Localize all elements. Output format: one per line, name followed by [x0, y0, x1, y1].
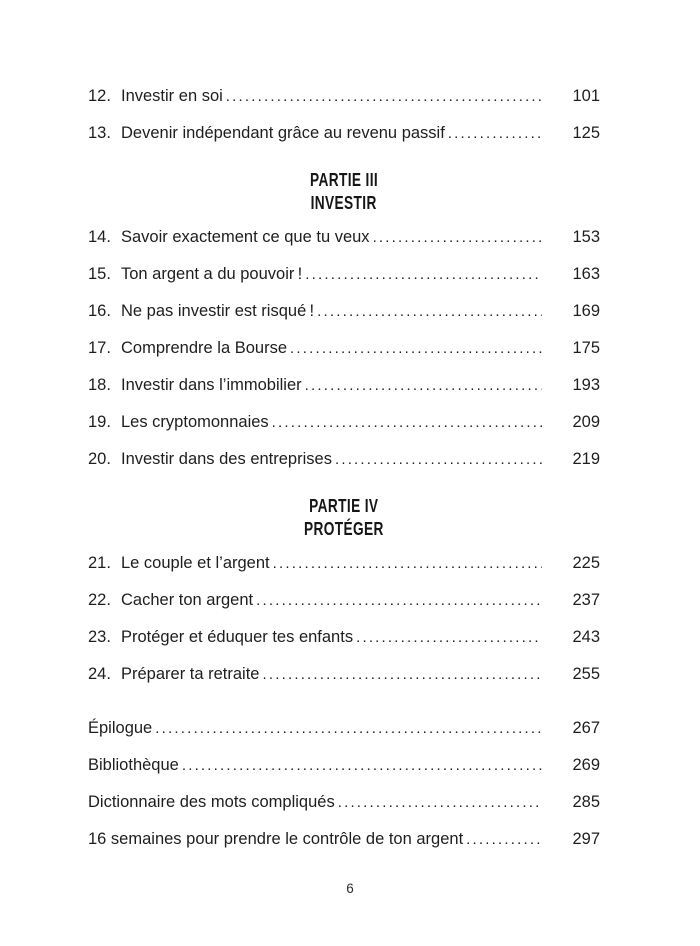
toc-entry-page: 237: [572, 591, 600, 609]
toc-entry-page: 297: [572, 830, 600, 848]
toc-entry-page: 269: [572, 756, 600, 774]
toc-entry: [88, 219, 600, 256]
toc-entry-number: 15.: [88, 265, 111, 283]
dot-leader: [335, 441, 542, 478]
toc-entry-title: Ne pas investir est risqué !: [121, 302, 315, 320]
dot-leader: [373, 219, 542, 256]
part-heading-4: [88, 494, 600, 540]
page-number: 6: [346, 881, 354, 896]
toc-entry-title: Comprendre la Bourse: [121, 339, 287, 357]
dot-leader: [272, 404, 542, 441]
toc-entry-title: Épilogue: [88, 719, 153, 737]
toc-entry-page: 153: [572, 228, 600, 246]
toc-entry: [88, 293, 600, 330]
toc-entry: [88, 582, 600, 619]
toc-entry-page: 169: [572, 302, 600, 320]
toc-entry-title: Bibliothèque: [88, 756, 179, 774]
part-title: INVESTIR: [310, 192, 378, 213]
section-gap: [88, 693, 600, 710]
toc-entry: [88, 78, 600, 115]
toc-entry-page: 175: [572, 339, 600, 357]
toc-entry-title: Devenir indépendant grâce au revenu passif: [121, 124, 445, 142]
dot-leader: [226, 78, 542, 115]
toc-entry-number: 18.: [88, 376, 111, 394]
dot-leader: [155, 710, 542, 747]
dot-leader: [262, 656, 542, 693]
toc-entry-page: 285: [572, 793, 600, 811]
toc-entry-number: 22.: [88, 591, 111, 609]
toc-entry-title: Investir en soi: [121, 87, 223, 105]
toc-entry-title: Cacher ton argent: [121, 591, 254, 609]
toc-entry: [88, 115, 600, 152]
toc-entry-number: 14.: [88, 228, 111, 246]
toc-entry: [88, 784, 600, 821]
toc-entry-page: 225: [572, 554, 600, 572]
dot-leader: [448, 115, 542, 152]
dot-leader: [317, 293, 542, 330]
toc-entry-number: 16.: [88, 302, 111, 320]
dot-leader: [305, 367, 542, 404]
table-of-contents: [88, 78, 600, 858]
toc-entry: [88, 441, 600, 478]
dot-leader: [182, 747, 542, 784]
toc-entry-page: 219: [572, 450, 600, 468]
toc-entry: [88, 367, 600, 404]
toc-entry-title: Investir dans l’immobilier: [121, 376, 302, 394]
toc-entry-page: 163: [572, 265, 600, 283]
toc-entry-page: 101: [572, 87, 600, 105]
dot-leader: [305, 256, 542, 293]
dot-leader: [256, 582, 542, 619]
toc-entry: [88, 545, 600, 582]
toc-entry: [88, 747, 600, 784]
toc-entry-page: 255: [572, 665, 600, 683]
toc-entry-page: 193: [572, 376, 600, 394]
dot-leader: [356, 619, 542, 656]
dot-leader: [290, 330, 542, 367]
toc-entry-number: 20.: [88, 450, 111, 468]
part-label: PARTIE III: [309, 169, 379, 190]
toc-entry-page: 125: [572, 124, 600, 142]
toc-entry-title: Les cryptomonnaies: [121, 413, 269, 431]
toc-entry-title: Le couple et l’argent: [121, 554, 270, 572]
toc-entry-page: 267: [572, 719, 600, 737]
toc-entry: [88, 404, 600, 441]
toc-entry-page: 243: [572, 628, 600, 646]
toc-entry-number: 23.: [88, 628, 111, 646]
dot-leader: [466, 821, 542, 858]
toc-entry-number: 12.: [88, 87, 111, 105]
part-title: PROTÉGER: [304, 518, 384, 539]
toc-entry-number: 24.: [88, 665, 111, 683]
toc-entry-title: Investir dans des entreprises: [121, 450, 332, 468]
toc-entry-title: Dictionnaire des mots compliqués: [88, 793, 335, 811]
toc-entry: [88, 256, 600, 293]
toc-entry-number: 21.: [88, 554, 111, 572]
toc-entry-title: Préparer ta retraite: [121, 665, 260, 683]
toc-entry-number: 17.: [88, 339, 111, 357]
toc-entry: [88, 821, 600, 858]
toc-entry-title: Savoir exactement ce que tu veux: [121, 228, 370, 246]
toc-entry: [88, 656, 600, 693]
part-label: PARTIE IV: [309, 495, 379, 516]
toc-entry-title: Protéger et éduquer tes enfants: [121, 628, 354, 646]
dot-leader: [273, 545, 542, 582]
toc-entry-title: 16 semaines pour prendre le contrôle de ton argent: [88, 830, 464, 848]
part-heading-3: [88, 168, 600, 214]
toc-entry-page: 209: [572, 413, 600, 431]
dot-leader: [338, 784, 542, 821]
toc-entry: [88, 619, 600, 656]
toc-entry: [88, 330, 600, 367]
toc-entry: [88, 710, 600, 747]
toc-entry-number: 19.: [88, 413, 111, 431]
toc-entry-title: Ton argent a du pouvoir !: [121, 265, 303, 283]
toc-entry-number: 13.: [88, 124, 111, 142]
